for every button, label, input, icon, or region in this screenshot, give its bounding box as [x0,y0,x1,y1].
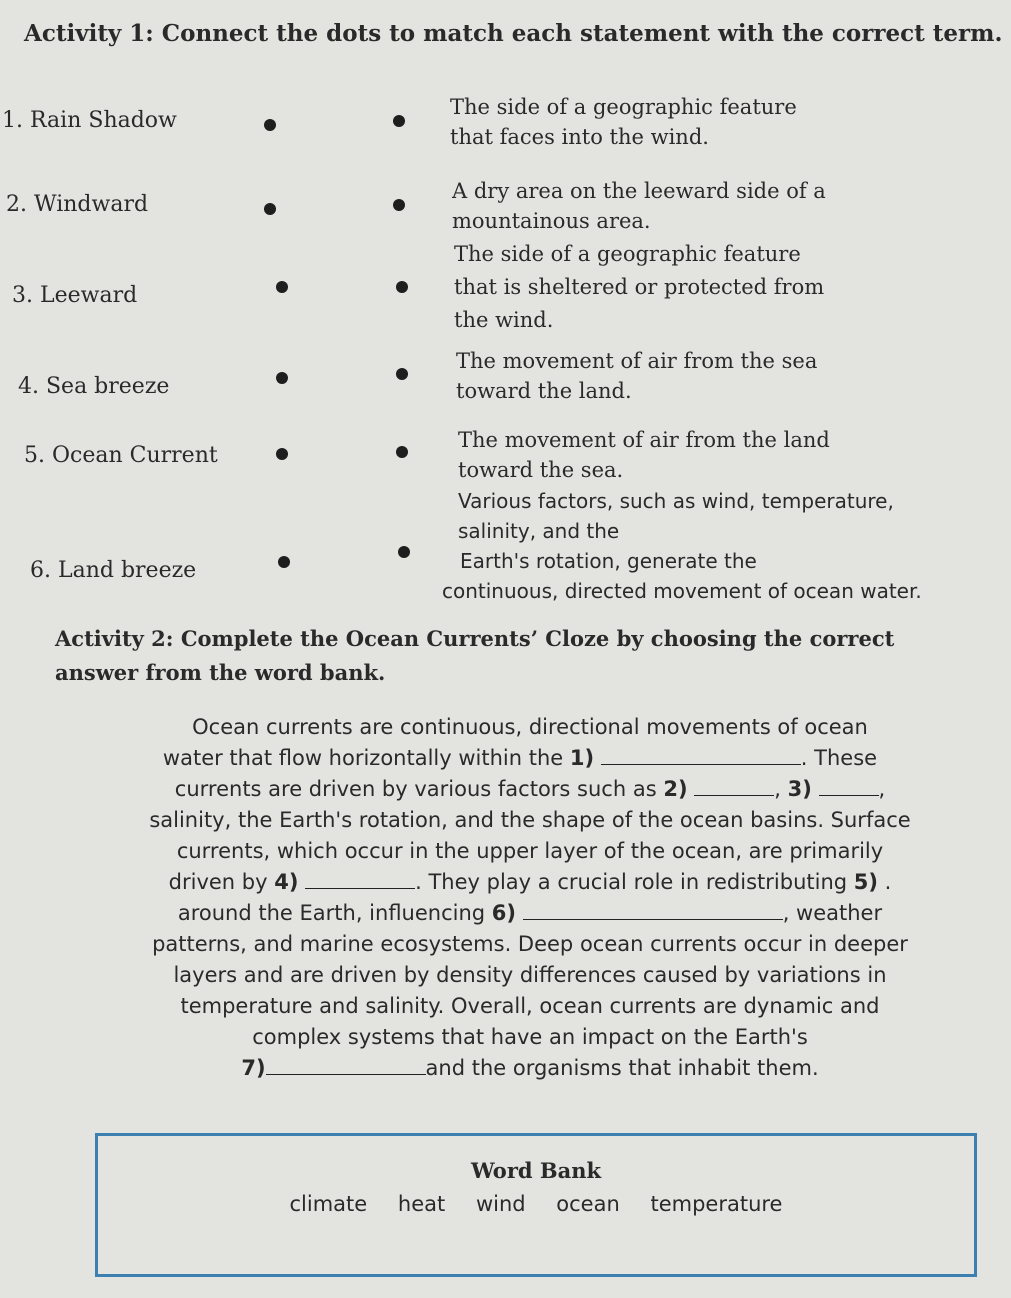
cloze-text: , [774,777,788,801]
blank-number-1: 1) [569,746,595,770]
cloze-text: currents are driven by various factors such as [174,777,664,801]
statement-line: that is sheltered or protected from [454,275,825,299]
left-dot-3[interactable] [276,281,288,293]
right-dot-3[interactable] [396,281,408,293]
statement-5 [458,425,830,485]
term-leeward: 3. Leeward [12,283,138,308]
blank-2[interactable] [694,775,774,796]
left-dot-6[interactable] [278,556,290,568]
cloze-line [60,991,1000,1022]
left-dot-1[interactable] [264,119,276,131]
blank-number-2: 2) [663,777,688,801]
cloze-line [60,712,1000,743]
statement-6 [442,486,922,606]
word-climate: climate [289,1192,368,1216]
cloze-text: , weather [782,901,883,925]
cloze-line [60,1053,1000,1084]
cloze-line [60,867,1000,898]
statement-line: the wind. [454,308,554,332]
blank-4[interactable] [305,868,415,889]
term-ocean-current: 5. Ocean Current [24,443,218,468]
term-sea-breeze: 4. Sea breeze [18,374,170,399]
statement-line: The movement of air from the land [458,428,830,452]
cloze-line [60,1022,1000,1053]
blank-number-3: 3) [787,777,812,801]
blank-1[interactable] [601,744,801,765]
statement-3 [454,238,824,337]
cloze-text: patterns, and marine ecosystems. Deep ocean currents occur in deeper [152,932,908,956]
cloze-text: temperature and salinity. Overall, ocean currents are dynamic and [180,994,880,1018]
cloze-line [60,960,1000,991]
right-dot-6[interactable] [398,546,410,558]
statement-line: continuous, directed movement of ocean water. [442,579,922,603]
word-bank-title: Word Bank [470,1158,602,1183]
term-windward: 2. Windward [6,192,149,217]
cloze-text: . They play a crucial role in redistributing [415,870,854,894]
left-dot-5[interactable] [276,448,288,460]
statement-line: The side of a geographic feature [454,242,801,266]
statement-line: The movement of air from the sea [456,349,818,373]
cloze-line [60,836,1000,867]
statement-line: A dry area on the leeward side of a [452,179,826,203]
blank-3[interactable] [819,775,879,796]
statement-4 [456,346,817,406]
word-wind: wind [475,1192,526,1216]
left-dot-2[interactable] [264,203,276,215]
word-bank [95,1133,977,1277]
cloze-text: driven by [168,870,275,894]
activity2-title [55,622,894,690]
cloze-text: . These [800,746,878,770]
cloze-text: currents, which occur in the upper layer of the ocean, are primarily [176,839,884,863]
word-bank-words [98,1192,974,1216]
right-dot-4[interactable] [396,368,408,380]
statement-line: toward the land. [456,379,632,403]
blank-6[interactable] [523,899,783,920]
cloze-line [60,898,1000,929]
cloze-text: . [884,870,892,894]
activity2-title-line: Activity 2: Complete the Ocean Currents’ Cloze by choosing the correct [55,626,895,651]
cloze-text: complex systems that have an impact on the Earth's [252,1025,808,1049]
statement-line: that faces into the wind. [450,125,709,149]
cloze-line [60,743,1000,774]
cloze-text: and the organisms that inhabit them. [425,1056,819,1080]
word-ocean: ocean [556,1192,620,1216]
left-dot-4[interactable] [276,372,288,384]
word-heat: heat [397,1192,446,1216]
blank-number-4: 4) [274,870,299,894]
right-dot-5[interactable] [396,446,408,458]
right-dot-1[interactable] [393,115,405,127]
cloze-line [60,805,1000,836]
statement-line: Various factors, such as wind, temperature, [458,489,894,513]
statement-line: salinity, and the [458,519,620,543]
statement-line: The side of a geographic feature [450,95,797,119]
blank-7[interactable] [266,1054,426,1075]
statement-line: toward the sea. [458,458,624,482]
cloze-paragraph [60,712,1000,1084]
cloze-line [60,774,1000,805]
cloze-text: water that flow horizontally within the [162,746,570,770]
word-temperature: temperature [650,1192,783,1216]
term-land-breeze: 6. Land breeze [30,558,197,583]
cloze-line [60,929,1000,960]
activity1-title: Activity 1: Connect the dots to match each statement with the correct term. [24,20,1003,47]
statement-1 [450,92,797,152]
cloze-text: layers and are driven by density differences caused by variations in [173,963,887,987]
statement-line: mountainous area. [452,209,651,233]
cloze-text: Ocean currents are continuous, directional movements of ocean [192,715,868,739]
blank-number-6: 6) [491,901,517,925]
right-dot-2[interactable] [393,199,405,211]
cloze-text: around the Earth, influencing [177,901,492,925]
statement-2 [452,176,826,236]
blank-number-7: 7) [241,1056,266,1080]
cloze-text: , [878,777,886,801]
cloze-text: salinity, the Earth's rotation, and the shape of the ocean basins. Surface [149,808,911,832]
activity2-title-line: answer from the word bank. [55,660,386,685]
term-rain-shadow: 1. Rain Shadow [2,108,177,133]
blank-number-5: 5) [853,870,878,894]
statement-line: Earth's rotation, generate the [460,549,757,573]
